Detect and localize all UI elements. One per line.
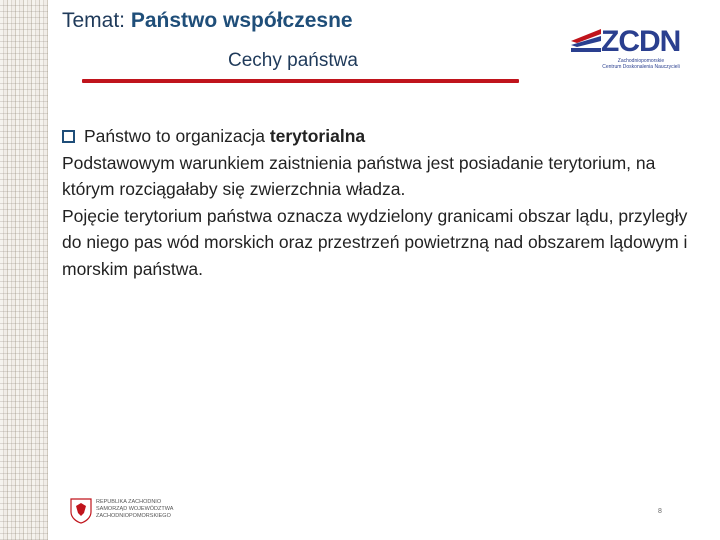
logo-text: ZCDN	[601, 25, 681, 58]
paragraph-1: Podstawowym warunkiem zaistnienia państwa jest posiadanie terytorium, na którym rozciągałaby się zwierzchnia władza.	[62, 152, 656, 199]
title-divider	[82, 79, 519, 83]
footer-line-3: ZACHODNIOPOMORSKIEGO	[96, 513, 171, 519]
zcdn-logo	[571, 26, 683, 72]
logo-subtitle-line1: Zachodniopomorskie	[617, 58, 665, 64]
bullet-point	[62, 123, 702, 150]
slide-subtitle: Cechy państwa	[228, 50, 358, 71]
slide-title	[62, 9, 353, 33]
footer-line-2: SAMORZĄD WOJEWÓDZTWA	[96, 506, 174, 512]
page-number: 8	[658, 508, 662, 515]
checkbox-bullet-icon	[62, 130, 75, 143]
zcdn-logo-mark-icon	[571, 29, 603, 55]
paragraph-2: Pojęcie terytorium państwa oznacza wydzielony granicami obszar lądu, przyległy do niego pas wód morskich oraz przestrzeń powietrzną nad obszarem lądowym i morskim państwa.	[62, 205, 688, 279]
title-main: Państwo współczesne	[130, 9, 353, 32]
footer-text	[96, 499, 173, 520]
bullet-text: Państwo to organizacja	[84, 126, 270, 146]
title-prefix: Temat:	[62, 9, 131, 32]
logo-subtitle-line2: Centrum Doskonalenia Nauczycieli	[602, 64, 680, 70]
footer-line-1: REPUBLIKA ZACHODNIO	[96, 499, 162, 505]
manuscript-strip-image	[0, 0, 48, 540]
slide-content	[62, 123, 702, 282]
coat-of-arms-icon	[70, 498, 92, 524]
footer-logo	[70, 496, 190, 530]
bullet-bold-text: terytorialna	[269, 126, 366, 146]
